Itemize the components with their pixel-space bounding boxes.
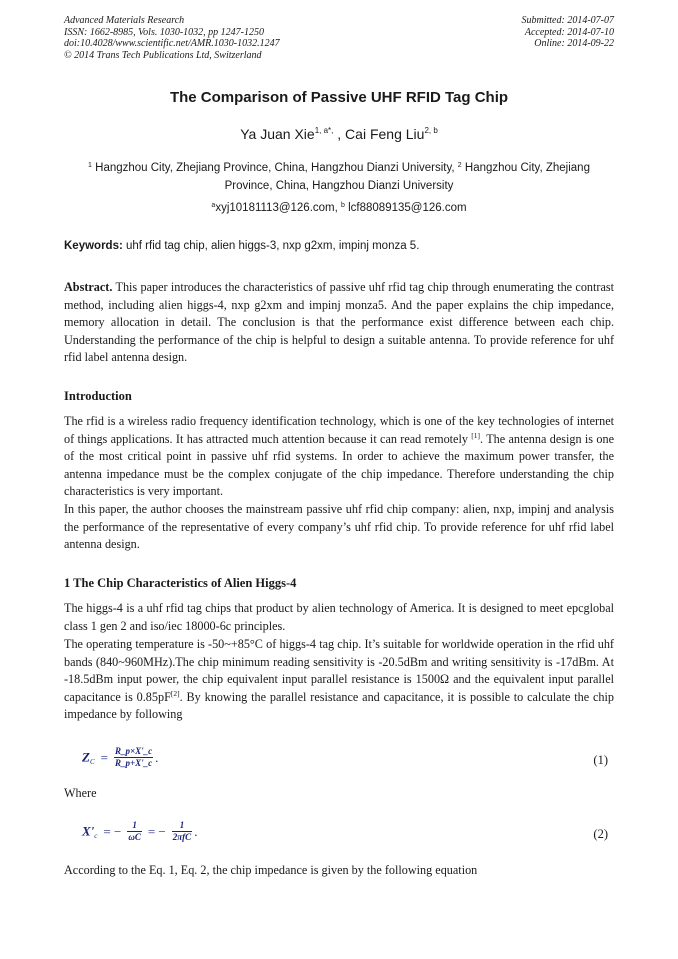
sec1-text-a: The operating temperature is -50~+85°C of higgs-4 tag chip. It’s suitable for worldwide operation in the rfid uhf bands (840~960MHz).The chip minimum reading sensitivity is -20.5dBm and writing sensitivity is -17dBm. At -18.5dBm input power, the chip equivalent input parallel resistance is 1500Ω and the equivalent input parallel capacitance is 0.85pF: [64, 637, 614, 704]
affil-1-text: Hangzhou City, Zhejiang Province, China, Hangzhou Dianzi University,: [91, 162, 458, 174]
eq1-lhs-sub: C: [89, 758, 95, 767]
section-1-paragraph-2: [64, 636, 614, 724]
keywords-text: uhf rfid tag chip, alien higgs-3, nxp g2xm, impinj monza 5.: [122, 240, 420, 252]
email-b-sup: b: [341, 202, 345, 209]
author-1-name: Ya Juan Xie: [240, 126, 315, 142]
abstract-text: This paper introduces the characteristics of passive uhf rfid tag chip through enumerating the contrast method, including alien higgs-4, nxp g2xm and impinj monza5. And the paper explains the chip impedance, memory allocation in detail. The conclusion is that the performance exist difference between each chip. Understanding the performance of the chip is helpful to design a suitable antenna. To provide reference for uhf rfid label antenna design.: [64, 280, 614, 365]
author-line: [0, 126, 678, 142]
eq2-op-1: = −: [103, 823, 122, 839]
journal-issn: ISSN: 1662-8985, Vols. 1030-1032, pp 1247-1250: [64, 26, 264, 38]
eq1-fraction: [114, 746, 153, 769]
section-1-heading: 1 The Chip Characteristics of Alien Higgs-4: [64, 576, 297, 590]
author-separator: ,: [333, 126, 346, 142]
introduction-paragraph-1: [64, 413, 614, 501]
eq1-equals: =: [100, 749, 108, 765]
email-b[interactable]: lcf88089135@126.com: [344, 202, 467, 214]
journal-copyright: © 2014 Trans Tech Publications Ltd, Switzerland: [64, 49, 262, 61]
author-2-name: Cai Feng Liu: [345, 126, 425, 142]
journal-doi: doi:10.4028/www.scientific.net/AMR.1030-1032.1247: [64, 38, 280, 50]
affil-2-sup: 2: [457, 162, 462, 169]
introduction-heading: Introduction: [64, 389, 132, 403]
email-a-sup: a: [211, 202, 216, 209]
section-1-paragraph-1: The higgs-4 is a uhf rfid tag chips that product by alien technology of America. It is designed to meet epcglobal class 1 gen 2 and iso/iec 18000-6c principles.: [64, 601, 614, 633]
eq2-fraction-2: [172, 820, 192, 843]
intro-text-a: The rfid is a wireless radio frequency identification technology, which is one of the key technologies of internet of things applications. It has attracted much attention because it can read remotely: [64, 414, 614, 446]
journal-header: [64, 15, 280, 61]
abstract: [64, 279, 614, 367]
eq2-frac1-denominator: ωC: [128, 832, 141, 842]
eq1-lhs: Z: [82, 749, 90, 765]
eq2-frac1-numerator: 1: [127, 820, 142, 832]
equation-1: [82, 746, 160, 769]
sec1-text-b: . By knowing the parallel resistance and capacitance, it is possible to calculate the chip impedance by following: [64, 689, 615, 722]
eq2-frac2-numerator: 1: [172, 820, 192, 832]
eq2-frac2-denominator: 2πfC: [172, 832, 192, 842]
keywords: [64, 240, 614, 252]
submitted-date: Submitted: 2014-07-07: [521, 15, 614, 26]
dates-header: [522, 15, 615, 50]
where-label: Where: [64, 786, 97, 800]
eq1-denominator: R_p+X'_c: [114, 758, 153, 768]
eq2-lhs: X': [82, 823, 95, 839]
affil-2-text: Hangzhou City, Zhejiang Province, China, Hangzhou Dianzi University: [224, 162, 590, 192]
eq1-numerator: R_p×X'_c: [114, 746, 153, 756]
paper-title: The Comparison of Passive UHF RFID Tag Chip: [169, 89, 509, 106]
abstract-label: Abstract.: [64, 280, 113, 294]
eq1-period: .: [155, 749, 159, 765]
equation-2-number: (2): [593, 827, 608, 841]
introduction-paragraph-2: In this paper, the author chooses the mainstream passive uhf rfid chip company: alien, nxp, impinj and analysis the performance of the representative of every company’s uhf rfid chip. To provide reference for uhf rfid label antenna design.: [64, 502, 614, 552]
email-a[interactable]: xyj10181113@126.com,: [215, 202, 342, 214]
eq2-op-2: = −: [147, 823, 166, 839]
section-1-paragraph-3: According to the Eq. 1, Eq. 2, the chip impedance is given by the following equation: [64, 863, 478, 877]
keywords-label: Keywords:: [64, 240, 123, 252]
eq2-lhs-sub: c: [94, 832, 98, 841]
author-1-affil-sup: 1, a*,: [314, 126, 334, 135]
eq2-period: .: [194, 823, 198, 839]
online-date: Online: 2014-09-22: [534, 38, 614, 50]
journal-name: Advanced Materials Research: [64, 15, 185, 26]
affiliations: [64, 159, 614, 195]
accepted-date: Accepted: 2014-07-10: [524, 26, 614, 38]
author-2-affil-sup: 2, b: [424, 126, 438, 135]
eq2-fraction-1: [127, 820, 142, 843]
author-emails: [0, 202, 678, 214]
affil-1-sup: 1: [88, 162, 92, 169]
citation-2[interactable]: [2]: [170, 688, 180, 698]
equation-2: [82, 820, 199, 843]
equation-1-number: (1): [593, 753, 608, 767]
intro-text-b: . The antenna design is one of the most critical point in passive uhf rfid systems. In order to achieve the maximum power transfer, the antenna impedance must be the complex conjugate of the chip impedance. Therefore understanding the chip characteristics is very important.: [64, 431, 614, 499]
citation-1[interactable]: [1]: [471, 430, 481, 440]
